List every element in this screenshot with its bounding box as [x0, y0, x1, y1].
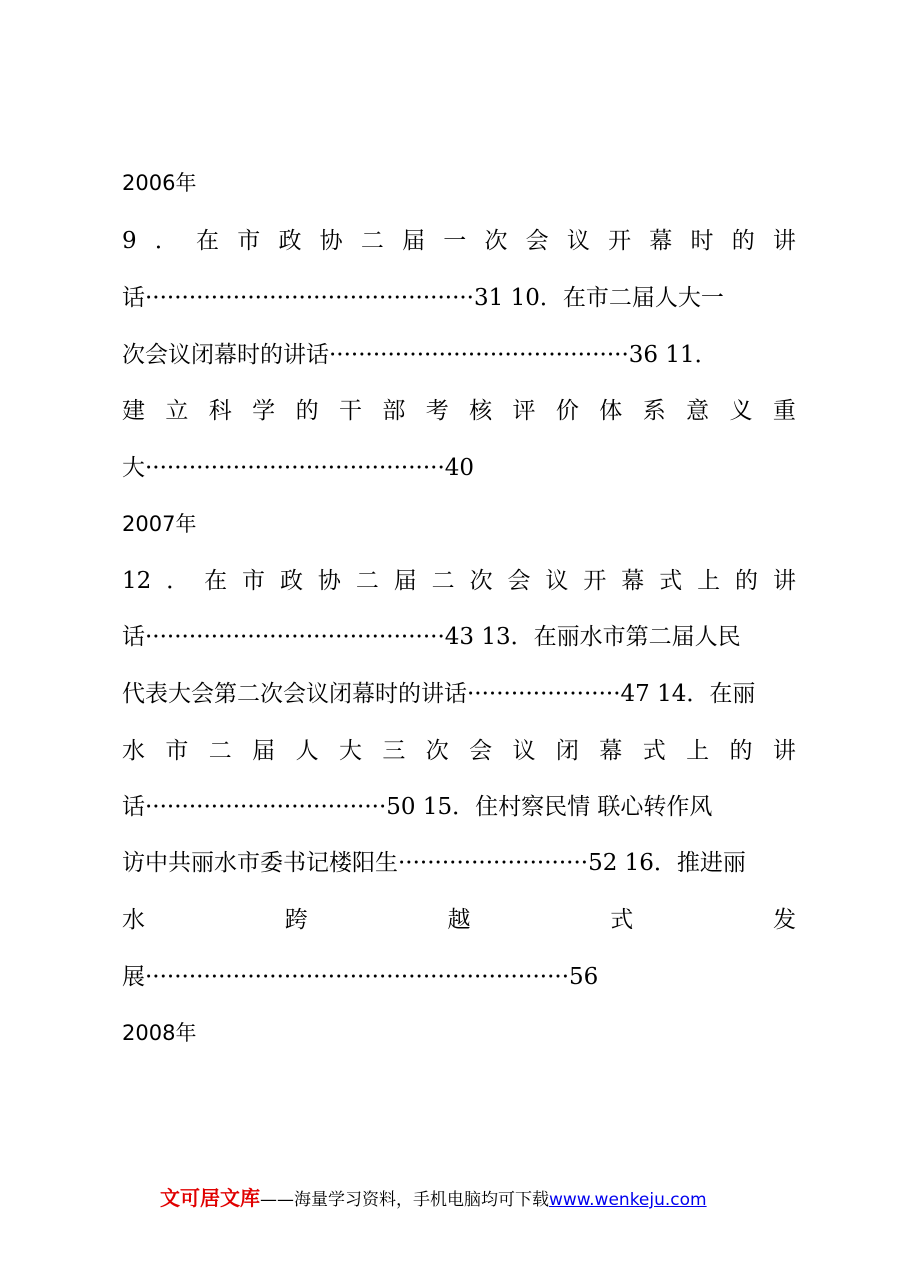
spread-char: 的: [295, 398, 319, 424]
spread-char: 时: [690, 228, 714, 254]
spread-char: 协: [319, 228, 343, 254]
spread-char: 发: [773, 907, 796, 933]
spread-char: 学: [252, 398, 276, 424]
spread-char: 在: [196, 228, 220, 254]
spread-char: 会: [469, 738, 493, 764]
spread-char: 议: [512, 738, 536, 764]
toc-entry-line: 大·········································40: [122, 455, 475, 481]
spread-char: 次: [469, 568, 493, 594]
spread-char: 协: [317, 568, 341, 594]
spread-char: ．: [166, 568, 190, 594]
spread-char: 核: [469, 398, 493, 424]
toc-entry-line: 访中共丽水市委书记楼阳生··························52 16．推进丽: [122, 850, 746, 876]
toc-entry-line: 代表大会第二次会议闭幕时的讲话·····················47 14．在丽: [122, 681, 756, 707]
year-heading-2006: 2006年: [122, 171, 197, 195]
spread-char: 水: [122, 907, 145, 933]
spread-char: 二: [431, 568, 455, 594]
spread-char: 人: [295, 738, 319, 764]
spread-char: 重: [772, 398, 796, 424]
spread-char: 的: [731, 228, 755, 254]
spread-char: 义: [729, 398, 753, 424]
spread-char: 上: [697, 568, 721, 594]
spread-char: 的: [735, 568, 759, 594]
spread-char: 二: [360, 228, 384, 254]
spread-char: 二: [208, 738, 232, 764]
spread-char: 市: [242, 568, 266, 594]
toc-entry-line: 话·································50 15．住村察民情 联心转作风: [122, 794, 713, 820]
spread-char: 幕: [649, 228, 673, 254]
spread-char: 政: [279, 568, 303, 594]
spread-char: 开: [583, 568, 607, 594]
spread-char: 讲: [772, 228, 796, 254]
spread-char: 建: [122, 398, 145, 424]
spread-char: 届: [393, 568, 417, 594]
spread-char: 体: [599, 398, 623, 424]
spread-char: ．: [154, 228, 178, 254]
spread-char: 议: [545, 568, 569, 594]
spread-char: 届: [252, 738, 276, 764]
spread-char: 意: [686, 398, 710, 424]
spread-char: 会: [525, 228, 549, 254]
spread-char: 幕: [621, 568, 645, 594]
toc-entry-line: 话·········································43 13．在丽水市第二届人民: [122, 624, 741, 650]
toc-entry-line: 次会议闭幕时的讲话·········································36 11．: [122, 342, 718, 368]
toc-entry-line-spread: [122, 905, 796, 935]
toc-entry-line: 话·············································31 10．在市二届人大一: [122, 285, 724, 311]
spread-char: 科: [208, 398, 232, 424]
footer-slogan: ——海量学习资料，手机电脑均可下载: [260, 1190, 549, 1210]
spread-char: 上: [686, 738, 710, 764]
spread-char: 部: [382, 398, 406, 424]
footer-brand: 文可居文库: [160, 1186, 260, 1210]
toc-entry-line: 展··························································56: [122, 964, 599, 990]
spread-char: 式: [659, 568, 683, 594]
spread-char: 次: [425, 738, 449, 764]
spread-char: 式: [610, 907, 634, 933]
spread-char: 系: [642, 398, 666, 424]
spread-char: 12: [122, 568, 152, 594]
spread-char: 越: [447, 907, 471, 933]
toc-entry-line-spread: [122, 226, 796, 256]
spread-char: 水: [122, 738, 145, 764]
spread-char: 考: [425, 398, 449, 424]
spread-char: 二: [355, 568, 379, 594]
toc-entry-line-spread: [122, 396, 796, 426]
spread-char: 市: [165, 738, 189, 764]
spread-char: 议: [566, 228, 590, 254]
spread-char: 干: [338, 398, 362, 424]
spread-char: 次: [484, 228, 508, 254]
spread-char: 会: [507, 568, 531, 594]
toc-entry-line-spread: [122, 566, 796, 596]
year-heading-2008: 2008年: [122, 1021, 197, 1045]
spread-char: 的: [729, 738, 753, 764]
spread-char: 幕: [599, 738, 623, 764]
spread-char: 政: [278, 228, 302, 254]
footer-banner: [160, 1182, 800, 1211]
spread-char: 闭: [555, 738, 579, 764]
spread-char: 讲: [772, 738, 796, 764]
spread-char: 式: [642, 738, 666, 764]
spread-char: 开: [608, 228, 632, 254]
spread-char: 讲: [772, 568, 796, 594]
spread-char: 跨: [284, 907, 308, 933]
spread-char: 评: [512, 398, 536, 424]
spread-char: 价: [555, 398, 579, 424]
spread-char: 届: [402, 228, 426, 254]
spread-char: 一: [443, 228, 467, 254]
spread-char: 市: [237, 228, 261, 254]
spread-char: 9: [122, 228, 137, 254]
spread-char: 在: [204, 568, 228, 594]
year-heading-2007: 2007年: [122, 512, 197, 536]
spread-char: 立: [165, 398, 189, 424]
spread-char: 大: [338, 738, 362, 764]
toc-entry-line-spread: [122, 736, 796, 766]
footer-link[interactable]: www.wenkeju.com: [549, 1190, 707, 1210]
spread-char: 三: [382, 738, 406, 764]
